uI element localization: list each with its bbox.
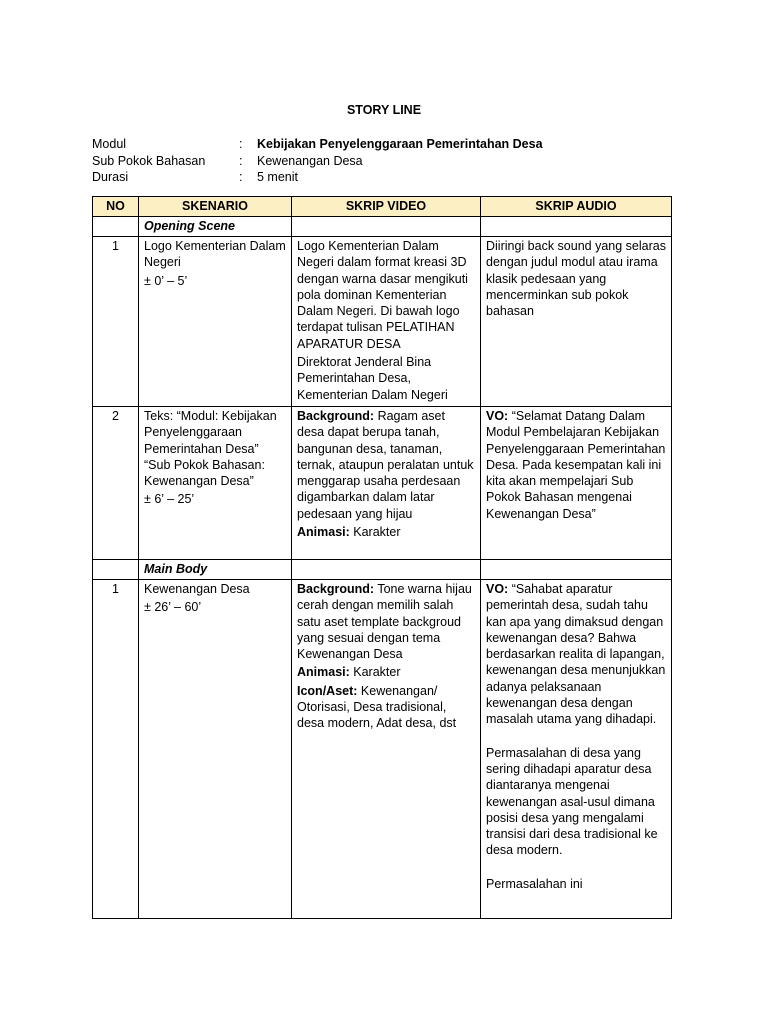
module-info — [92, 136, 543, 186]
empty-cell — [93, 560, 139, 580]
skenario-text: “Sub Pokok Bahasan: Kewenangan Desa” — [144, 457, 265, 489]
document-title: STORY LINE — [346, 103, 422, 117]
video-paragraph — [297, 683, 475, 732]
section-label: Main Body — [139, 560, 292, 580]
storyline-table — [92, 196, 672, 919]
skenario-text: Kewenangan Desa — [144, 582, 250, 596]
video-cell — [292, 237, 481, 407]
table-header-row — [93, 197, 672, 217]
audio-text: “Selamat Datang Dalam Modul Pembelajaran Kebijakan Penyelenggaraan Pemerintahan Desa. Pada kesempatan kali ini kita akan mempelajari Sub Pokok Bahasan mengenai Kewenangan Desa” — [486, 409, 666, 521]
skenario-text: Logo Kementerian Dalam Negeri — [144, 239, 286, 270]
video-cell — [292, 407, 481, 560]
meta-value: Kebijakan Penyelenggaraan Pemerintahan Desa — [257, 137, 543, 151]
background-label: Background: — [297, 582, 375, 596]
meta-label: Sub Pokok Bahasan — [92, 153, 206, 168]
video-paragraph — [297, 581, 475, 662]
video-paragraph — [297, 664, 475, 680]
row-number: 1 — [93, 237, 139, 407]
audio-cell — [481, 580, 672, 919]
icon-aset-label: Icon/Aset: — [297, 683, 358, 698]
meta-label: Modul — [92, 137, 127, 151]
video-paragraph — [297, 524, 475, 540]
audio-text: Diiringi back sound yang selaras dengan judul modul atau irama klasik pedesaan yang mencerminkan sub pokok bahasan — [486, 239, 666, 319]
empty-cell — [292, 217, 481, 237]
header-no: NO — [93, 197, 139, 217]
audio-cell — [481, 407, 672, 560]
background-text: Ragam aset desa dapat berupa tanah, bangunan desa, tanaman, ternak, ataupun peralatan untuk menggarap usaha perdesaan digambarkan dalam latar pedesaan yang hijau — [297, 409, 474, 521]
empty-cell — [481, 560, 672, 580]
vo-label: VO: — [486, 582, 509, 596]
meta-label: Durasi — [92, 170, 129, 184]
skenario-duration: ± 6’ – 25’ — [144, 492, 195, 507]
meta-row-modul — [92, 136, 543, 153]
animasi-label: Animasi: — [297, 665, 350, 680]
audio-paragraph: Permasalahan di desa yang sering dihadapi aparatur desa diantaranya mengenai kewenangan asal-usul dimana posisi desa yang mengalami transisi dari desa tradisional ke desa modern. — [486, 745, 658, 858]
meta-colon: : — [239, 137, 243, 151]
empty-cell — [481, 217, 672, 237]
video-text: Direktorat Jenderal Bina Pemerintahan Desa, Kementerian Dalam Negeri — [297, 355, 448, 402]
meta-colon: : — [239, 153, 243, 168]
section-label: Opening Scene — [139, 217, 292, 237]
section-row-opening — [93, 217, 672, 237]
skenario-cell — [139, 237, 292, 407]
meta-value: 5 menit — [257, 170, 298, 184]
table-row — [93, 237, 672, 407]
row-number: 2 — [93, 407, 139, 560]
empty-cell — [93, 217, 139, 237]
meta-value: Kewenangan Desa — [257, 153, 363, 168]
skenario-duration: ± 26’ – 60’ — [144, 600, 202, 615]
video-paragraph — [297, 408, 475, 522]
meta-colon: : — [239, 170, 243, 184]
skenario-text: Teks: “Modul: Kebijakan Penyelenggaraan Pemerintahan Desa” — [144, 409, 277, 456]
background-text: Tone warna hijau cerah dengan memilih salah satu aset template backgroud yang sesuai dengan tema Kewenangan Desa — [297, 582, 472, 662]
audio-paragraph — [486, 408, 666, 522]
header-skrip-video: SKRIP VIDEO — [292, 197, 481, 217]
background-label: Background: — [297, 409, 375, 423]
section-row-main — [93, 560, 672, 580]
skenario-cell — [139, 580, 292, 919]
animasi-text: Karakter — [349, 665, 401, 680]
meta-row-sub-pokok — [92, 153, 543, 170]
audio-paragraph: Permasalahan ini — [486, 876, 583, 891]
table-row — [93, 580, 672, 919]
icon-aset-text: Kewenangan/ Otorisasi, Desa tradisional, desa modern, Adat desa, dst — [297, 683, 457, 731]
animasi-text: Karakter — [349, 525, 401, 540]
meta-row-durasi — [92, 169, 543, 186]
vo-label: VO: — [486, 409, 509, 423]
header-skenario: SKENARIO — [139, 197, 292, 217]
table-row — [93, 407, 672, 560]
row-number: 1 — [93, 580, 139, 919]
video-cell — [292, 580, 481, 919]
skenario-cell — [139, 407, 292, 560]
header-skrip-audio: SKRIP AUDIO — [481, 197, 672, 217]
animasi-label: Animasi: — [297, 525, 350, 540]
empty-cell — [292, 560, 481, 580]
skenario-duration: ± 0’ – 5’ — [144, 273, 188, 288]
audio-cell — [481, 237, 672, 407]
video-text: Logo Kementerian Dalam Negeri dalam format kreasi 3D dengan warna dasar mengikuti pola dominan Kementerian Dalam Negeri. Di bawah logo terdapat tulisan PELATIHAN APARATUR DESA — [297, 239, 468, 351]
audio-paragraph — [486, 581, 666, 728]
audio-text: “Sahabat aparatur pemerintah desa, sudah tahu kan apa yang dimaksud dengan kewenangan desa? Bahwa berdasarkan realita di lapangan, kewenangan desa menunjukkan adanya pelaksanaan kewenangan desa dengan masalah utama yang dihadapi. — [486, 582, 666, 727]
